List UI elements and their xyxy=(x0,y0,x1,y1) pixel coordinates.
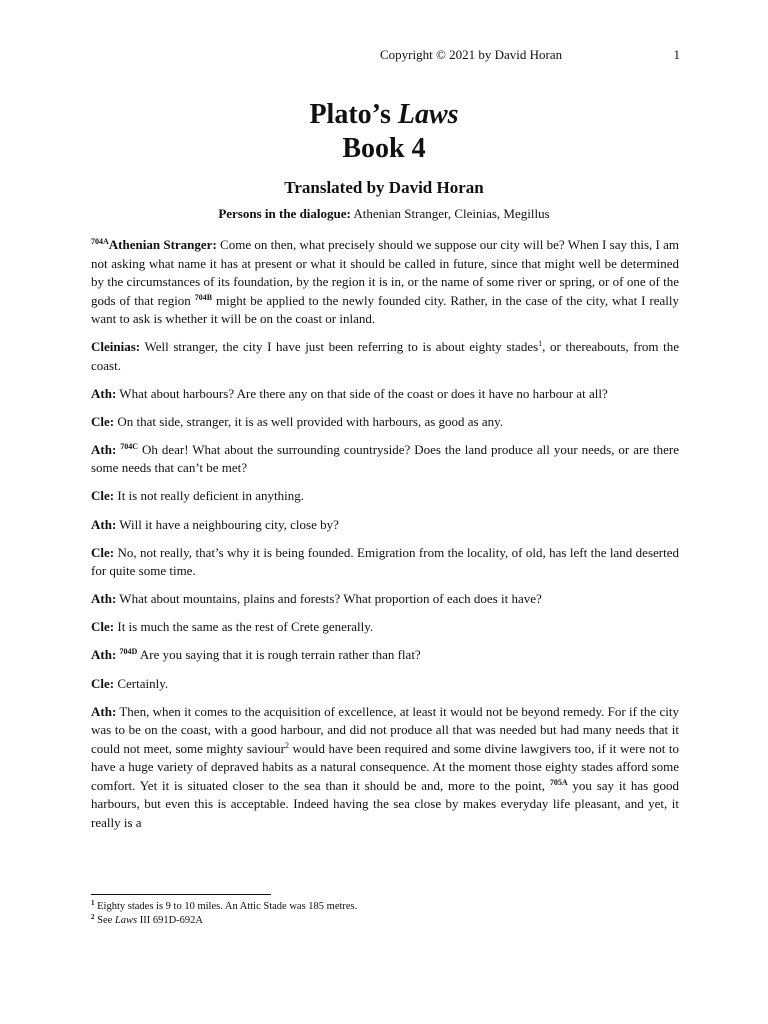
speaker-label: Cle: xyxy=(91,544,115,560)
dialogue-paragraph xyxy=(91,703,679,833)
paragraph-text: Well stranger, the city I have just been referring to is about eighty stades xyxy=(140,339,539,355)
footnote-text: Eighty stades is 9 to 10 miles. An Attic Stade was 185 metres. xyxy=(94,901,358,912)
speaker-label: Ath: xyxy=(91,591,117,607)
dialogue-body xyxy=(91,236,679,842)
speaker-label: Athenian Stranger: xyxy=(108,237,217,252)
footnote-1 xyxy=(91,900,679,914)
paragraph-text: Then, when it comes to the acquisition of excellence, at least it would not be beyond remedy. For if the city was to be on the coast, with a good harbour, and did not produce all that was needed but had many needs that it could not meet, some mighty saviour xyxy=(91,703,679,756)
stephanus-marker: 704B xyxy=(194,292,213,302)
paragraph-text: , or thereabouts, from the coast. xyxy=(91,339,679,373)
document-title xyxy=(0,98,768,132)
book-title: Book 4 xyxy=(342,133,426,164)
paragraph-text: Will it have a neighbouring city, close by? xyxy=(116,516,339,532)
paragraph-text: What about mountains, plains and forests? What proportion of each does it have? xyxy=(116,591,542,607)
dialogue-paragraph xyxy=(91,675,679,694)
footnote-number: 2 xyxy=(91,913,95,921)
dialogue-paragraph xyxy=(91,487,679,506)
page-number: 1 xyxy=(673,47,680,62)
translator-credit: Translated by David Horan xyxy=(284,178,484,197)
speaker-label: Cle: xyxy=(91,619,115,635)
paragraph-text: Oh dear! What about the surrounding countryside? Does the land produce all your needs, or are there some needs that can’t be met? xyxy=(91,441,679,476)
dialogue-paragraph xyxy=(91,413,679,432)
speaker-label: Ath: xyxy=(91,703,117,719)
stephanus-marker: 704D xyxy=(119,647,138,657)
paragraph-text: It is much the same as the rest of Crete generally. xyxy=(114,619,374,635)
stephanus-marker: 704A xyxy=(91,237,109,246)
page-header xyxy=(380,47,680,63)
title-italic: Laws xyxy=(397,99,459,130)
title-prefix: Plato’s xyxy=(309,99,398,130)
paragraph-text: Certainly. xyxy=(114,675,169,691)
footnote-number: 1 xyxy=(91,899,95,907)
paragraph-text: Are you saying that it is rough terrain rather than flat? xyxy=(137,647,421,663)
dialogue-paragraph xyxy=(91,618,679,637)
dialogue-paragraph xyxy=(91,385,679,404)
speaker-label: Cle: xyxy=(91,488,115,504)
persons-of-dialogue xyxy=(0,206,768,222)
footnote-divider xyxy=(91,894,271,895)
dialogue-paragraph xyxy=(91,646,679,665)
speaker-label: Ath: xyxy=(91,647,117,663)
paragraph-text: On that side, stranger, it is as well provided with harbours, as good as any. xyxy=(114,413,504,429)
persons-names: Athenian Stranger, Cleinias, Megillus xyxy=(350,206,550,221)
stephanus-marker: 705A xyxy=(549,777,568,787)
stephanus-marker: 704C xyxy=(120,441,139,451)
dialogue-paragraph xyxy=(91,338,679,375)
paragraph-text: would have been required and some divine lawgivers too, if it were not to have a huge variety of depraved habits as a natural consequence. At the moment those eighty stades afford some comfort. Yet it is situated closer to the sea than it should be and, more to the point, xyxy=(91,740,679,793)
footnotes xyxy=(91,900,679,928)
paragraph-text: Come on then, what precisely should we suppose our city will be? When I say this, I am not asking what name it has at present or what it should be called in future, since that might well be determined by the circumstances of its foundation, by the region it is in, or the name of some river or spring, or of one of the gods of that region xyxy=(91,237,680,308)
footnote-text: III 691D-692A xyxy=(137,915,204,926)
paragraph-text: It is not really deficient in anything. xyxy=(114,488,305,504)
speaker-label: Ath: xyxy=(91,516,117,532)
dialogue-paragraph xyxy=(91,516,679,535)
dialogue-paragraph xyxy=(91,236,679,329)
speaker-label: Cle: xyxy=(91,413,115,429)
paragraph-text: you say it has good harbours, but even this is acceptable. Indeed having the sea close by makes everyday life pleasant, and yet, it really is a xyxy=(91,777,679,830)
dialogue-paragraph xyxy=(91,590,679,609)
dialogue-paragraph xyxy=(91,544,679,581)
paragraph-text: might be applied to the newly founded city. Rather, in the case of the city, what I really want to ask is whether it will be on the coast or inland. xyxy=(91,292,680,326)
paragraph-text: No, not really, that’s why it is being founded. Emigration from the locality, of old, has left the land deserted for quite some time. xyxy=(91,544,679,579)
speaker-label: Cle: xyxy=(91,675,115,691)
copyright-notice: Copyright © 2021 by David Horan xyxy=(380,47,563,62)
footnote-2 xyxy=(91,914,679,928)
footnote-reference: 2 xyxy=(285,740,289,750)
persons-label: Persons in the dialogue: xyxy=(218,206,351,221)
dialogue-paragraph xyxy=(91,441,679,478)
footnote-italic: Laws xyxy=(114,915,138,926)
speaker-label: Ath: xyxy=(91,441,117,457)
title-block xyxy=(0,98,768,222)
speaker-label: Cleinias: xyxy=(91,339,141,355)
footnote-reference: 1 xyxy=(538,339,543,349)
paragraph-text: What about harbours? Are there any on that side of the coast or does it have no harbour at all? xyxy=(116,385,608,401)
speaker-label: Ath: xyxy=(91,385,117,401)
footnote-text: See xyxy=(94,915,115,926)
